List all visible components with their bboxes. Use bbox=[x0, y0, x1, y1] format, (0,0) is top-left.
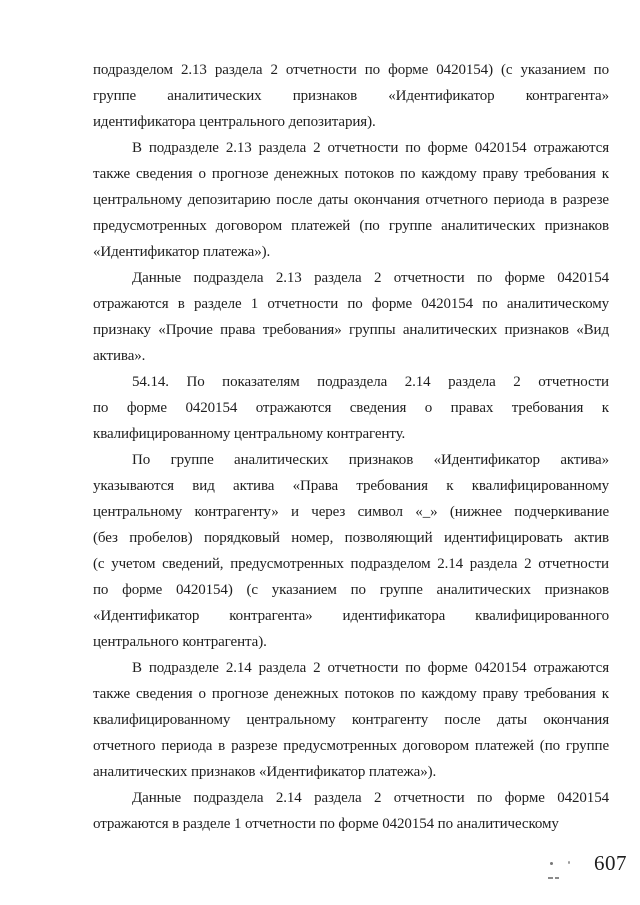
text-line: отражаются в разделе 1 отчетности по форме 0420154 по аналитическому bbox=[93, 816, 559, 832]
text-line: квалифицированному центральному контрагенту. bbox=[93, 426, 406, 442]
text-line: «Идентификатор контрагента» идентификатора квалифицированного bbox=[93, 608, 609, 624]
paragraph bbox=[93, 655, 609, 785]
page-number: 607 bbox=[594, 851, 627, 875]
text-line: по форме 0420154 отражаются сведения о правах требования к bbox=[93, 400, 609, 416]
text-line: центральному контрагенту» и через символ «_» (нижнее подчеркивание bbox=[93, 504, 609, 520]
paragraph bbox=[93, 265, 609, 369]
paragraph bbox=[93, 57, 609, 135]
text-line: идентификатора центрального депозитария). bbox=[93, 114, 376, 130]
text-line: также сведения о прогнозе денежных потоков по каждому праву требования к bbox=[93, 166, 609, 182]
text-line: центральному депозитарию после даты окончания отчетного периода в разрезе bbox=[93, 192, 609, 208]
text-line: (с учетом сведений, предусмотренных подразделом 2.14 раздела 2 отчетности bbox=[93, 556, 609, 572]
text-line: актива». bbox=[93, 348, 146, 364]
text-line: также сведения о прогнозе денежных потоков по каждому праву требования к bbox=[93, 686, 609, 702]
text-line: 54.14. По показателям подраздела 2.14 раздела 2 отчетности bbox=[132, 374, 609, 390]
text-line: группе аналитических признаков «Идентификатор контрагента» bbox=[93, 88, 609, 104]
text-line: центрального контрагента). bbox=[93, 634, 267, 650]
text-line: По группе аналитических признаков «Идентификатор актива» bbox=[132, 452, 609, 468]
text-line: подразделом 2.13 раздела 2 отчетности по форме 0420154) (с указанием по bbox=[93, 62, 609, 78]
text-line: отражаются в разделе 1 отчетности по форме 0420154 по аналитическому bbox=[93, 296, 609, 312]
scan-speckle bbox=[548, 877, 553, 879]
text-line: «Идентификатор платежа»). bbox=[93, 244, 271, 260]
scan-speckle bbox=[555, 877, 559, 879]
paragraph bbox=[93, 369, 609, 447]
text-line: В подразделе 2.14 раздела 2 отчетности по форме 0420154 отражаются bbox=[132, 660, 609, 676]
text-line: по форме 0420154) (с указанием по группе аналитических признаков bbox=[93, 582, 609, 598]
document-text bbox=[93, 57, 609, 837]
text-line: В подразделе 2.13 раздела 2 отчетности по форме 0420154 отражаются bbox=[132, 140, 609, 156]
scan-speckle bbox=[568, 861, 570, 864]
text-line: Данные подраздела 2.13 раздела 2 отчетности по форме 0420154 bbox=[132, 270, 609, 286]
text-line: Данные подраздела 2.14 раздела 2 отчетности по форме 0420154 bbox=[132, 790, 609, 806]
text-line: квалифицированному центральному контрагенту после даты окончания bbox=[93, 712, 609, 728]
text-line: признаку «Прочие права требования» группы аналитических признаков «Вид bbox=[93, 322, 609, 338]
scan-speckle bbox=[550, 862, 553, 865]
text-line: (без пробелов) порядковый номер, позволяющий идентифицировать актив bbox=[93, 530, 609, 546]
text-line: аналитических признаков «Идентификатор платежа»). bbox=[93, 764, 437, 780]
paragraph bbox=[93, 447, 609, 655]
text-line: предусмотренных договором платежей (по группе аналитических признаков bbox=[93, 218, 609, 234]
text-line: отчетного периода в разрезе предусмотренных договором платежей (по группе bbox=[93, 738, 609, 754]
text-line: указываются вид актива «Права требования к квалифицированному bbox=[93, 478, 609, 494]
paragraph bbox=[93, 785, 609, 837]
paragraph bbox=[93, 135, 609, 265]
